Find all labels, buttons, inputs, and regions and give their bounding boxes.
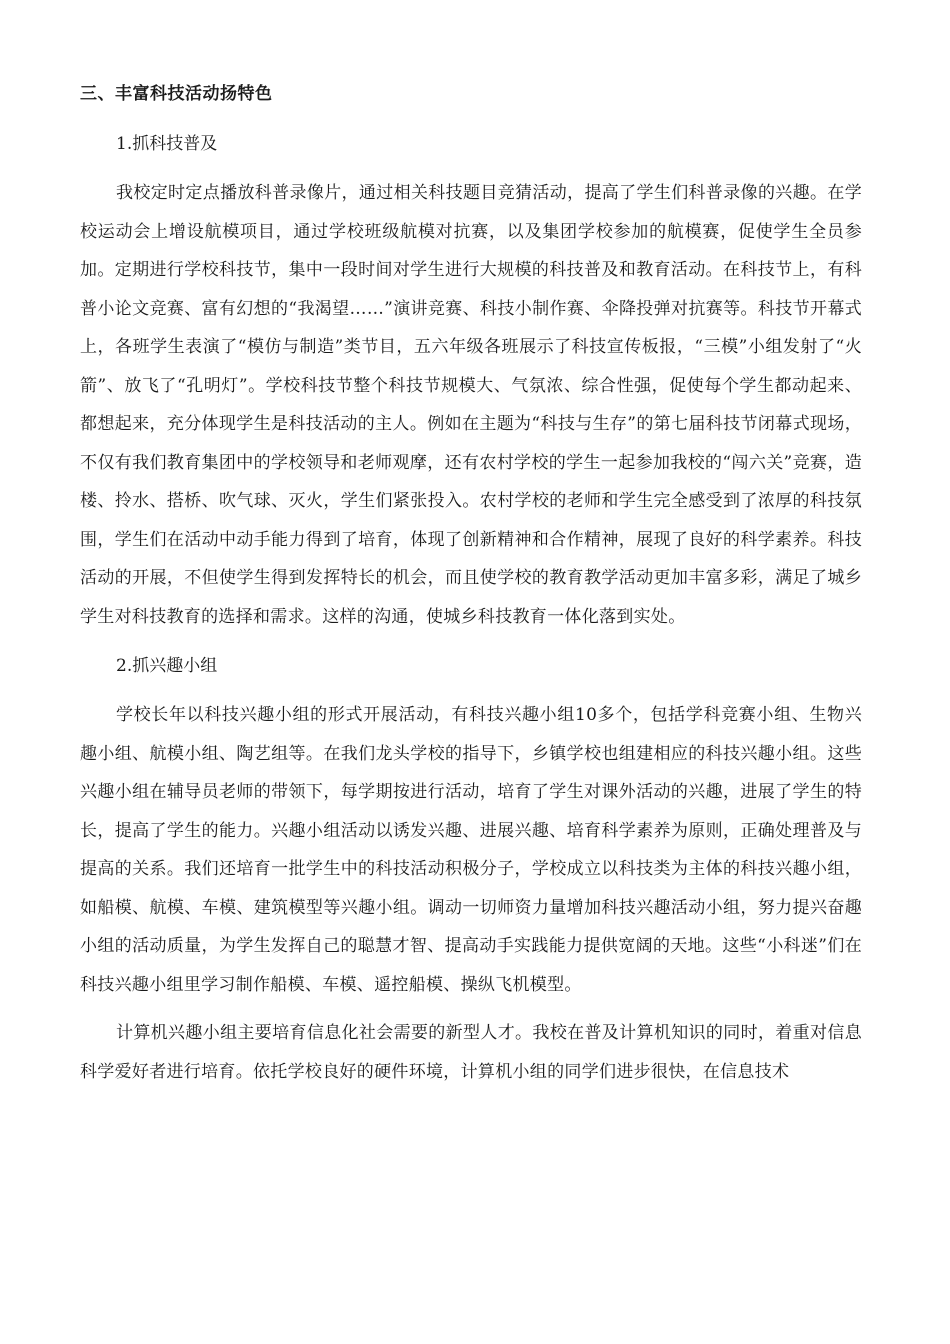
section-title: 三、丰富科技活动扬特色 [80,84,273,104]
subheading-interest-groups: 2.抓兴趣小组 [116,656,218,676]
paragraph-computer-group: 计算机兴趣小组主要培育信息化社会需要的新型人才。我校在普及计算机知识的同时，着重对信息科学爱好者进行培育。依托学校良好的硬件环境，计算机小组的同学们进步很快，在信息技术 [80,1023,862,1082]
paragraph-science-popularization: 我校定时定点播放科普录像片，通过相关科技题目竞猜活动，提高了学生们科普录像的兴趣。在学校运动会上增设航模项目，通过学校班级航模对抗赛，以及集团学校参加的航模赛，促使学生全员参加。定期进行学校科技节，集中一段时间对学生进行大规模的科技普及和教育活动。在科技节上，有科普小论文竞赛、富有幻想的“我渴望……”演讲竞赛、科技小制作赛、伞降投弹对抗赛等。科技节开幕式上，各班学生表演了“模仿与制造”类节目，五六年级各班展示了科技宣传板报，“三模”小组发射了“火箭”、放飞了“孔明灯”。学校科技节整个科技节规模大、气氛浓、综合性强，促使每个学生都动起来、都想起来，充分体现学生是科技活动的主人。例如在主题为“科技与生存”的第七届科技节闭幕式现场，不仅有我们教育集团中的学校领导和老师观摩，还有农村学校的学生一起参加我校的“闯六关”竞赛，造楼、拎水、搭桥、吹气球、灭火，学生们紧张投入。农村学校的老师和学生完全感受到了浓厚的科技氛围，学生们在活动中动手能力得到了培育，体现了创新精神和合作精神，展现了良好的科学素养。科技活动的开展，不但使学生得到发挥特长的机会，而且使学校的教育教学活动更加丰富多彩，满足了城乡学生对科技教育的选择和需求。这样的沟通，使城乡科技教育一体化落到实处。 [80,183,862,627]
document-page [80,74,862,1101]
subheading-science-popularization: 1.抓科技普及 [116,134,218,154]
paragraph-interest-groups: 学校长年以科技兴趣小组的形式开展活动，有科技兴趣小组10多个，包括学科竞赛小组、生物兴趣小组、航模小组、陶艺组等。在我们龙头学校的指导下，乡镇学校也组建相应的科技兴趣小组。这些兴趣小组在辅导员老师的带领下，每学期按进行活动，培育了学生对课外活动的兴趣，进展了学生的特长，提高了学生的能力。兴趣小组活动以诱发兴趣、进展兴趣、培育科学素养为原则，正确处理普及与提高的关系。我们还培育一批学生中的科技活动积极分子，学校成立以科技类为主体的科技兴趣小组，如船模、航模、车模、建筑模型等兴趣小组。调动一切师资力量增加科技兴趣活动小组，努力提兴奋趣小组的活动质量，为学生发挥自己的聪慧才智、提高动手实践能力提供宽阔的天地。这些“小科迷”们在科技兴趣小组里学习制作船模、车模、遥控船模、操纵飞机模型。 [80,705,862,995]
